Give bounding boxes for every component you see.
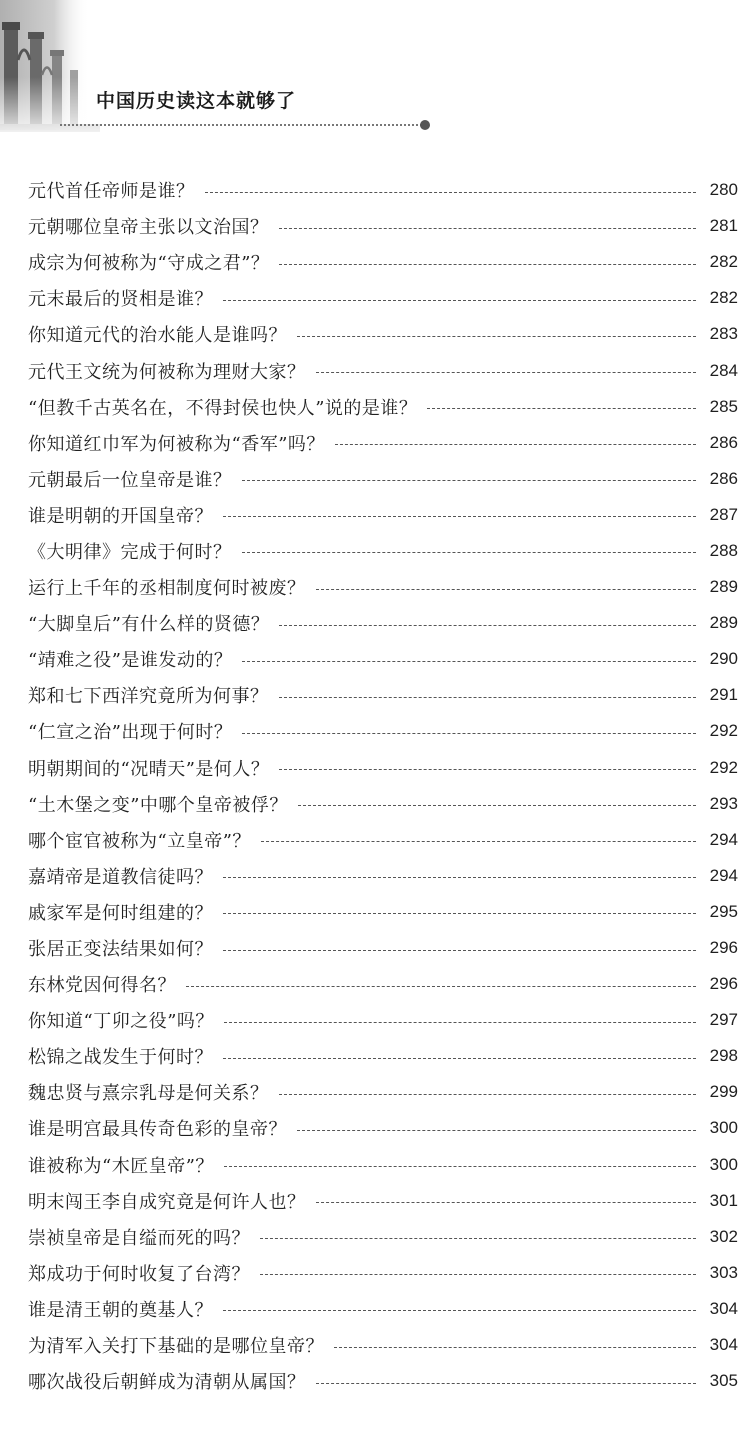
toc-entry-title: 成宗为何被称为“守成之君”？ [28,253,270,275]
toc-entry[interactable] [28,316,738,352]
toc-entry-title: 东林党因何得名？ [28,975,176,997]
toc-entry[interactable] [28,244,738,280]
toc-page-number: 298 [709,1046,738,1066]
toc-entry-title: 运行上千年的丞相制度何时被废？ [28,578,306,600]
toc-dash-leader [223,950,696,951]
toc-page-number: 286 [709,432,738,452]
toc-entry-title: 《大明律》完成于何时？ [28,541,232,563]
header-rule-dot [420,120,430,130]
toc-page-number: 291 [709,685,738,705]
toc-entry-title: 明朝期间的“况晴天”是何人？ [28,758,270,780]
toc-page-number: 300 [709,1118,738,1138]
toc-dash-leader [260,1238,696,1239]
toc-dash-leader [427,408,696,409]
toc-dash-leader [297,336,696,337]
toc-dash-leader [223,1058,696,1059]
toc-page-number: 293 [709,793,738,813]
toc-dash-leader [223,1310,696,1311]
toc-page-number: 280 [709,180,738,200]
toc-entry-title: 郑成功于何时收复了台湾？ [28,1263,250,1285]
toc-entry-title: 谁是清王朝的奠基人？ [28,1299,213,1321]
toc-entry-title: 哪次战役后朝鲜成为清朝从属国？ [28,1372,306,1394]
toc-page-number: 296 [709,974,738,994]
toc-dash-leader [224,1166,696,1167]
toc-dash-leader [223,877,696,878]
toc-page-number: 292 [709,757,738,777]
toc-dash-leader [298,805,696,806]
ruins-illustration [0,0,120,140]
toc-dash-leader [335,444,696,445]
toc-entry[interactable] [28,930,738,966]
toc-entry[interactable] [28,389,738,425]
toc-entry[interactable] [28,425,738,461]
toc-dash-leader [205,192,697,193]
toc-dash-leader [279,697,697,698]
toc-entry-title: 元代王文统为何被称为理财大家？ [28,361,306,383]
toc-entry-title: 嘉靖帝是道教信徒吗？ [28,866,213,888]
toc-entry[interactable] [28,966,738,1002]
toc-entry[interactable] [28,172,738,208]
toc-entry-title: 崇祯皇帝是自缢而死的吗？ [28,1227,250,1249]
toc-entry-title: “但教千古英名在，不得封侯也快人”说的是谁？ [28,397,418,419]
toc-entry-title: “大脚皇后”有什么样的贤德？ [28,614,270,636]
toc-entry-title: 元代首任帝师是谁？ [28,181,195,203]
toc-dash-leader [186,986,696,987]
toc-entry-title: 你知道红巾军为何被称为“香军”吗？ [28,433,325,455]
toc-dash-leader [279,625,696,626]
toc-entry[interactable] [28,1038,738,1074]
toc-entry[interactable] [28,786,738,822]
toc-dash-leader [279,228,697,229]
toc-page-number: 304 [709,1335,738,1355]
toc-dash-leader [316,1383,697,1384]
toc-entry[interactable] [28,208,738,244]
toc-entry[interactable] [28,533,738,569]
toc-entry-title: 谁被称为“木匠皇帝”？ [28,1155,214,1177]
toc-page-number: 299 [709,1082,738,1102]
toc-entry-title: 元末最后的贤相是谁？ [28,289,213,311]
toc-page-number: 282 [709,288,738,308]
toc-entry-title: “靖难之役”是谁发动的？ [28,650,233,672]
toc-page-number: 305 [709,1371,738,1391]
toc-page-number: 281 [709,216,738,236]
toc-entry-title: 戚家军是何时组建的？ [28,902,213,924]
page-header [0,0,750,140]
toc-entry[interactable] [28,497,738,533]
toc-entry-title: 魏忠贤与熹宗乳母是何关系？ [28,1083,269,1105]
toc-entry[interactable] [28,1327,738,1363]
toc-entry[interactable] [28,858,738,894]
toc-page-number: 284 [709,360,738,380]
book-title: 中国历史读这本就够了 [96,90,297,112]
toc-entry[interactable] [28,461,738,497]
toc-dash-leader [279,769,696,770]
toc-entry[interactable] [28,1255,738,1291]
toc-dash-leader [223,516,696,517]
toc-entry[interactable] [28,894,738,930]
header-dotted-rule [60,124,422,126]
toc-entry-title: 谁是明朝的开国皇帝？ [28,505,213,527]
toc-entry[interactable] [28,641,738,677]
toc-entry[interactable] [28,569,738,605]
toc-page-number: 303 [709,1262,738,1282]
toc-page-number: 283 [709,324,738,344]
toc-page-number: 304 [709,1298,738,1318]
toc-entry-title: 元朝最后一位皇帝是谁？ [28,469,232,491]
toc-entry-title: “仁宣之治”出现于何时？ [28,722,233,744]
toc-entry-title: 松锦之战发生于何时？ [28,1047,213,1069]
toc-dash-leader [223,913,696,914]
toc-dash-leader [316,372,697,373]
toc-page-number: 297 [709,1010,738,1030]
toc-dash-leader [242,661,696,662]
toc-entry-title: 明末闯王李自成究竟是何许人也？ [28,1191,306,1213]
toc-page-number: 286 [709,468,738,488]
toc-page-number: 301 [709,1190,738,1210]
toc-entry[interactable] [28,1110,738,1146]
toc-entry-title: 郑和七下西洋究竟所为何事？ [28,686,269,708]
toc-entry[interactable] [28,280,738,316]
toc-page-number: 294 [709,865,738,885]
toc-entry-title: 你知道元代的治水能人是谁吗？ [28,325,287,347]
toc-page-number: 282 [709,252,738,272]
toc-dash-leader [316,1202,697,1203]
toc-dash-leader [334,1347,696,1348]
toc-entry-title: 元朝哪位皇帝主张以文治国？ [28,217,269,239]
toc-entry-title: 谁是明宫最具传奇色彩的皇帝？ [28,1119,287,1141]
toc-entry-title: 哪个宦官被称为“立皇帝”？ [28,830,251,852]
toc-page-number: 289 [709,613,738,633]
table-of-contents [28,172,738,1399]
toc-page-number: 295 [709,901,738,921]
toc-entry[interactable] [28,605,738,641]
toc-page-number: 287 [709,504,738,524]
toc-entry[interactable] [28,1291,738,1327]
toc-page-number: 300 [709,1154,738,1174]
toc-dash-leader [242,733,696,734]
toc-entry[interactable] [28,1363,738,1399]
toc-dash-leader [242,480,697,481]
toc-page-number: 289 [709,577,738,597]
toc-page-number: 288 [709,540,738,560]
toc-entry[interactable] [28,1147,738,1183]
toc-entry-title: 张居正变法结果如何？ [28,939,213,961]
toc-page-number: 302 [709,1226,738,1246]
toc-entry-title: 你知道“丁卯之役”吗？ [28,1011,214,1033]
toc-page-number: 285 [709,396,738,416]
toc-page-number: 292 [709,721,738,741]
toc-dash-leader [223,300,696,301]
toc-entry[interactable] [28,677,738,713]
toc-entry[interactable] [28,1074,738,1110]
toc-dash-leader [279,1094,697,1095]
toc-dash-leader [260,1274,696,1275]
toc-dash-leader [279,264,696,265]
toc-entry[interactable] [28,352,738,388]
toc-entry[interactable] [28,713,738,749]
toc-dash-leader [261,841,696,842]
toc-entry[interactable] [28,750,738,786]
toc-dash-leader [297,1130,696,1131]
toc-page-number: 294 [709,829,738,849]
toc-dash-leader [224,1022,696,1023]
toc-entry-title: 为清军入关打下基础的是哪位皇帝？ [28,1336,324,1358]
toc-entry[interactable] [28,822,738,858]
toc-entry[interactable] [28,1002,738,1038]
toc-page-number: 296 [709,938,738,958]
toc-dash-leader [242,552,697,553]
toc-entry-title: “土木堡之变”中哪个皇帝被俘？ [28,794,288,816]
toc-entry[interactable] [28,1219,738,1255]
toc-entry[interactable] [28,1183,738,1219]
toc-dash-leader [316,589,697,590]
toc-page-number: 290 [709,649,738,669]
